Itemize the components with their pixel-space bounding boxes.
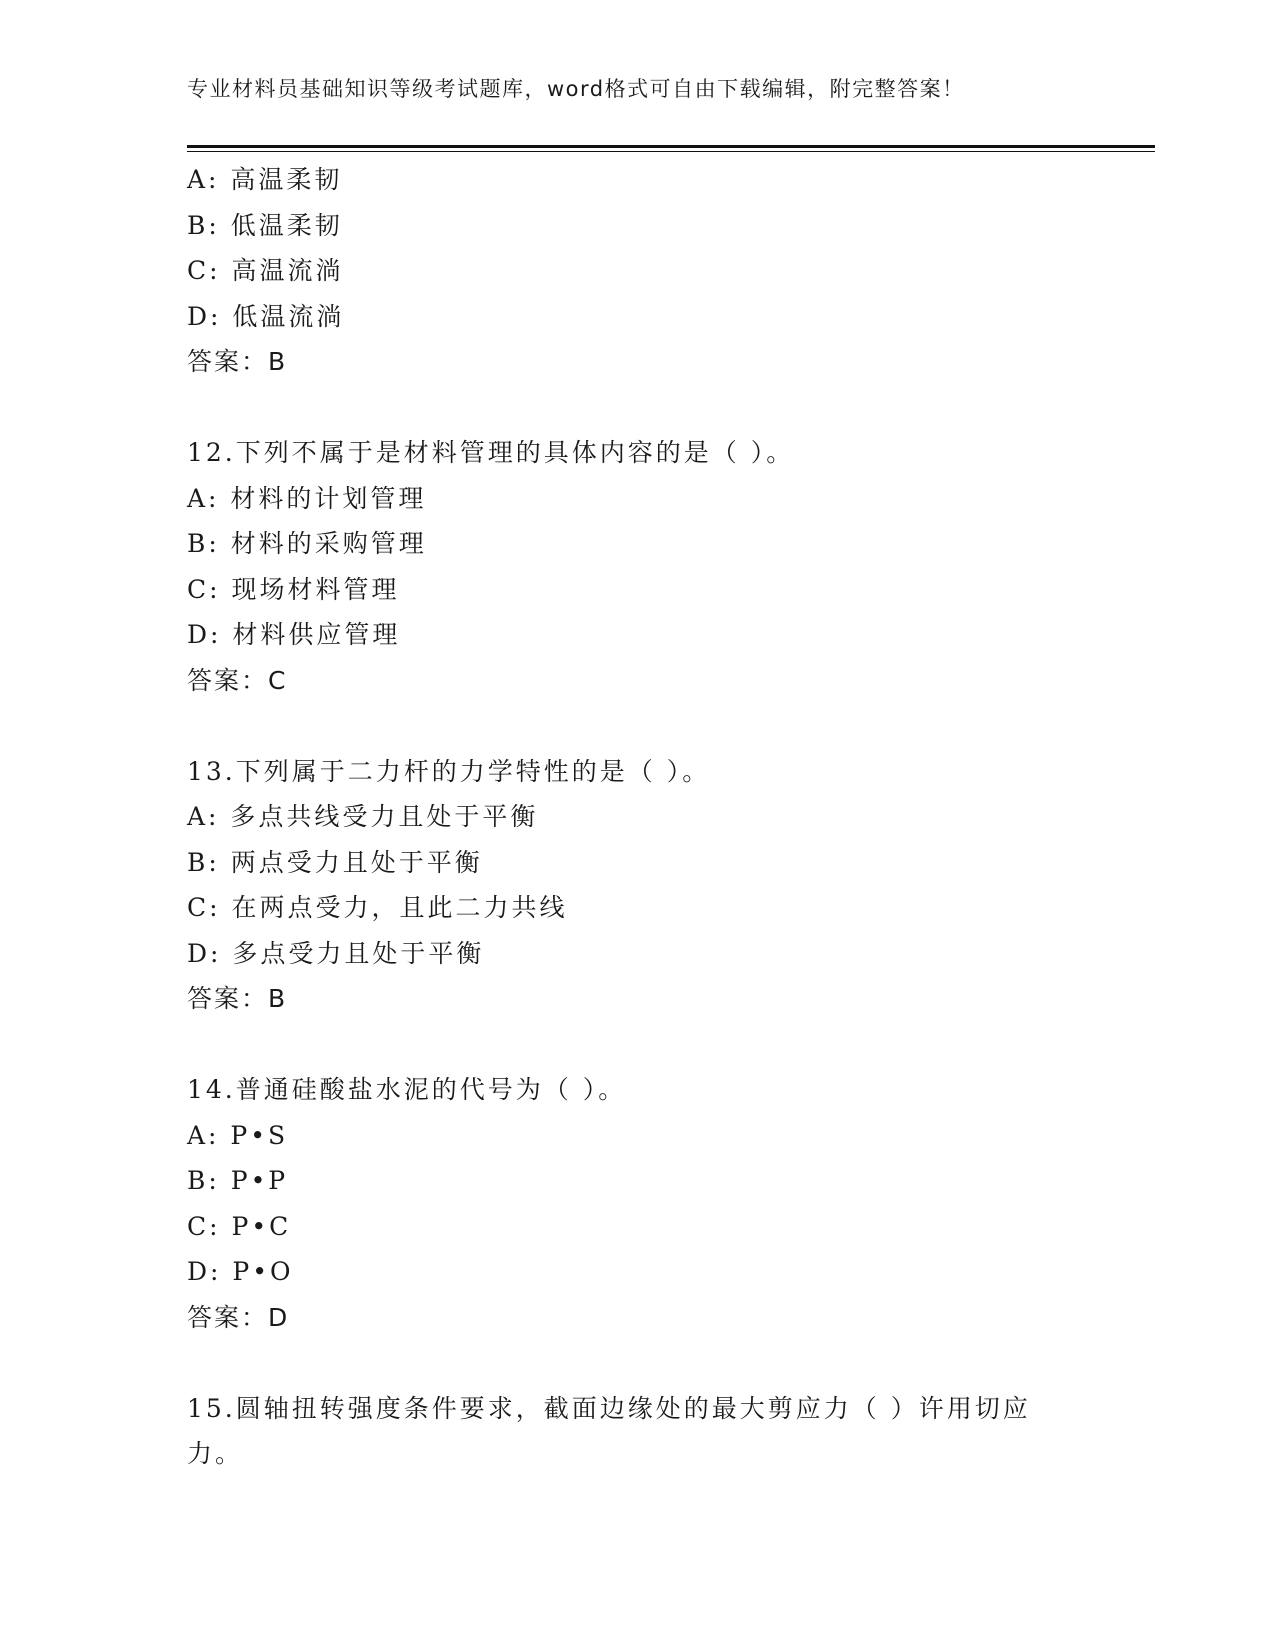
option-a: A: 高温柔韧 <box>187 165 343 194</box>
question-text-line-2: 力。 <box>187 1439 244 1468</box>
question-text: 13.下列属于二力杆的力学特性的是（ ）。 <box>187 756 711 786</box>
option-d: D: 多点受力且处于平衡 <box>187 938 485 968</box>
spacer <box>187 1340 1087 1386</box>
question-12 <box>187 430 1087 703</box>
option-b: B: 材料的采购管理 <box>187 529 427 558</box>
option-c: C: P•C <box>187 1211 292 1241</box>
answer-line: 答案：B <box>187 347 288 376</box>
option-b: B: P•P <box>187 1166 289 1195</box>
question-15 <box>187 1386 1087 1477</box>
spacer <box>187 1022 1087 1068</box>
option-b: B: 低温柔韧 <box>187 210 343 240</box>
answer-line: 答案：B <box>187 984 288 1013</box>
answer-line: 答案：C <box>187 665 288 695</box>
page-header: 专业材料员基础知识等级考试题库，word格式可自由下载编辑，附完整答案！ <box>187 77 965 101</box>
question-14 <box>187 1067 1087 1340</box>
option-c: C: 现场材料管理 <box>187 574 400 604</box>
option-b: B: 两点受力且处于平衡 <box>187 847 483 877</box>
header-rule-thick <box>187 145 1155 148</box>
spacer <box>187 385 1087 431</box>
question-text-line-1: 15.圆轴扭转强度条件要求，截面边缘处的最大剪应力（ ）许用切应 <box>187 1393 1031 1423</box>
question-text: 12.下列不属于是材料管理的具体内容的是（ ）。 <box>187 438 795 467</box>
option-d: D: 低温流淌 <box>187 301 345 331</box>
question-13 <box>187 749 1087 1022</box>
question-text: 14.普通硅酸盐水泥的代号为（ ）。 <box>187 1075 627 1104</box>
option-c: C: 高温流淌 <box>187 256 344 285</box>
option-a: A: 多点共线受力且处于平衡 <box>187 802 539 831</box>
option-a: A: P•S <box>187 1120 289 1150</box>
option-c: C: 在两点受力，且此二力共线 <box>187 893 568 922</box>
option-d: D: P•O <box>187 1257 294 1286</box>
spacer <box>187 703 1087 749</box>
question-list <box>187 157 1087 1477</box>
option-d: D: 材料供应管理 <box>187 620 401 649</box>
answer-line: 答案：D <box>187 1302 290 1332</box>
option-a: A: 材料的计划管理 <box>187 483 427 513</box>
question-11 <box>187 157 1087 385</box>
header-rule-thin <box>187 151 1155 152</box>
